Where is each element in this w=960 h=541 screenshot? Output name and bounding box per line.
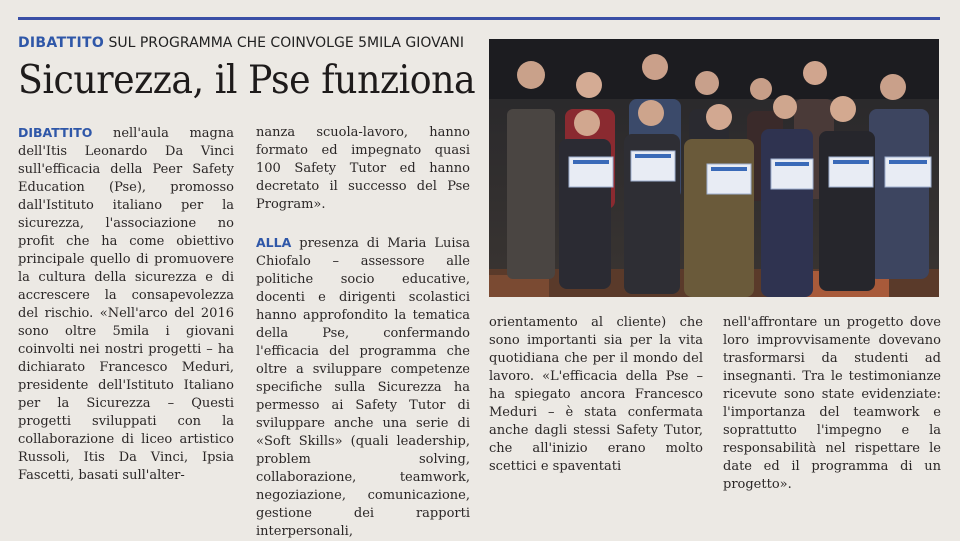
- kicker: [18, 35, 464, 51]
- kicker-tag: DIBATTITO: [18, 35, 105, 51]
- column-1-text: nell'aula magna dell'Itis Leonardo Da Vinci sull'efficacia della Peer Safety Education (Pse), promosso dall'Istituto italiano per la sicurezza, l'associazione no profit che ha come obiettivo principale quello di promuovere la cultura della sicurezza e di accrescere la consapevolezza del rischio. «Nell'arco del 2016 sono oltre 5mila i giovani coinvolti nei nostri progetti – ha dichiarato Francesco Meduri, presidente dell'Istituto Italiano per la Sicurezza – Questi progetti sviluppati con la collaborazione di liceo artistico Russoli, Itis Da Vinci, Ipsia Fascetti, basati sull'alter-: [18, 126, 234, 483]
- group-photo-icon: [489, 39, 939, 297]
- column-3: [489, 314, 703, 476]
- lead-word-2: ALLA: [256, 235, 292, 250]
- headline: Sicurezza, il Pse funziona: [18, 58, 476, 103]
- column-2-paragraph-1: nanza scuola-lavoro, hanno formato ed impegnato quasi 100 Safety Tutor ed hanno decretato il successo del Pse Program».: [256, 125, 470, 212]
- column-2-paragraph-2: presenza di Maria Luisa Chiofalo – assessore alle politiche socio educative, docenti e dirigenti scolastici hanno approfondito la tematica della Pse, confermando l'efficacia del programma che oltre a sviluppare competenze specifiche sulla Sicurezza ha permesso ai Safety Tutor di sviluppare anche una serie di «Soft Skills» (quali leadership, problem solving, collaborazione, teamwork, negoziazione, comunicazione, gestione dei rapporti interpersonali,: [256, 236, 470, 539]
- group-photo: [489, 39, 939, 297]
- column-4-text: nell'affrontare un progetto dove loro improvvisamente dovevano trasformarsi da studenti ad insegnanti. Tra le testimonianze ricevute sono state evidenziate: l'importanza del teamwork e soprattutto l'impegno e la responsabilità nel rispettare le date ed il programma di un progetto».: [723, 315, 941, 492]
- column-4: [723, 314, 941, 494]
- kicker-subtitle: SUL PROGRAMMA CHE COINVOLGE 5MILA GIOVANI: [108, 35, 464, 51]
- lead-word-1: DIBATTITO: [18, 125, 93, 140]
- column-2: [256, 124, 470, 541]
- column-1: [18, 124, 234, 485]
- column-3-text: orientamento al cliente) che sono importanti sia per la vita quotidiana che per il mondo del lavoro. «L'efficacia della Pse – ha spiegato ancora Francesco Meduri – è stata confermata anche dagli stessi Safety Tutor, che all'inizio erano molto scettici e spaventati: [489, 315, 703, 474]
- top-rule: [18, 17, 940, 20]
